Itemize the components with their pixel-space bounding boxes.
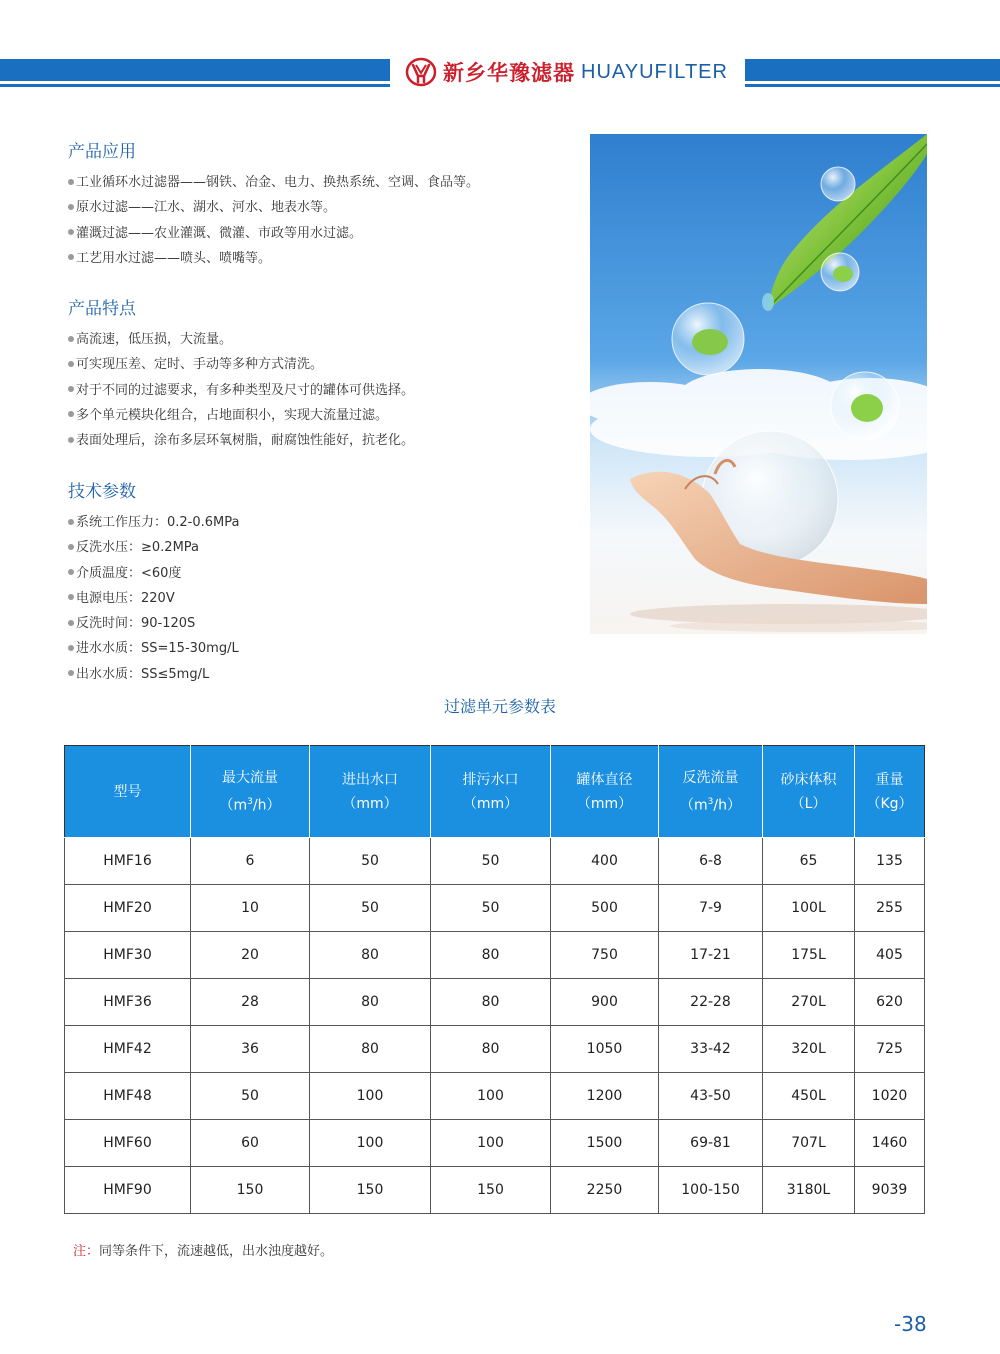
bullet-icon xyxy=(68,179,74,185)
table-row xyxy=(65,1167,925,1214)
brand-logo-icon xyxy=(405,56,437,88)
bullet-icon xyxy=(68,544,74,550)
table-cell: 270L xyxy=(763,979,855,1026)
table-cell: 150 xyxy=(191,1167,310,1214)
header-cell-sand-volume: 砂床体积 （L） xyxy=(763,746,855,838)
features-title: 产品特点 xyxy=(68,299,136,319)
bullet-icon xyxy=(68,437,74,443)
table-cell: HMF60 xyxy=(65,1120,191,1167)
bullet-icon xyxy=(68,204,74,210)
table-row xyxy=(65,1026,925,1073)
list-item: 工业循环水过滤器——钢铁、冶金、电力、换热系统、空调、食品等。 xyxy=(68,170,479,195)
table-title: 过滤单元参数表 xyxy=(443,697,556,716)
brand xyxy=(405,54,728,90)
table-row xyxy=(65,1120,925,1167)
table-cell: 6-8 xyxy=(659,838,763,885)
table-row xyxy=(65,1073,925,1120)
list-item: 可实现压差、定时、手动等多种方式清洗。 xyxy=(68,352,414,377)
hand-bubble-illustration xyxy=(590,134,927,634)
header-cell-model: 型号 xyxy=(65,746,191,838)
bullet-icon xyxy=(68,645,74,651)
tech-list xyxy=(68,510,239,687)
table-cell: 100 xyxy=(431,1120,551,1167)
list-item: 出水水质：SS≤5mg/L xyxy=(68,662,239,687)
table-cell: 50 xyxy=(310,885,431,932)
bullet-icon xyxy=(68,519,74,525)
table-cell: 450L xyxy=(763,1073,855,1120)
list-item: 原水过滤——江水、湖水、河水、地表水等。 xyxy=(68,195,479,220)
header-line-left xyxy=(0,84,390,87)
table-body xyxy=(65,838,925,1214)
table-cell: 80 xyxy=(431,979,551,1026)
table-cell: 150 xyxy=(431,1167,551,1214)
bullet-icon xyxy=(68,670,74,676)
table-cell: HMF30 xyxy=(65,932,191,979)
applications-title: 产品应用 xyxy=(68,142,136,162)
table-cell: 69-81 xyxy=(659,1120,763,1167)
bullet-icon xyxy=(68,361,74,367)
table-cell: 175L xyxy=(763,932,855,979)
table-cell: 100L xyxy=(763,885,855,932)
brand-name-en: HUAYUFILTER xyxy=(581,60,728,83)
applications-list xyxy=(68,170,479,271)
tech-section xyxy=(68,480,239,687)
features-section xyxy=(68,297,414,453)
table-cell: 50 xyxy=(431,885,551,932)
table-cell: 100 xyxy=(310,1120,431,1167)
table-cell: 7-9 xyxy=(659,885,763,932)
table-row xyxy=(65,885,925,932)
table-cell: 10 xyxy=(191,885,310,932)
list-item: 进水水质：SS=15-30mg/L xyxy=(68,636,239,661)
header-cell-inlet: 进出水口 （mm） xyxy=(310,746,431,838)
table-cell: 1020 xyxy=(855,1073,925,1120)
table-cell: 100 xyxy=(431,1073,551,1120)
header-cell-weight: 重量 （Kg） xyxy=(855,746,925,838)
list-item: 系统工作压力：0.2-0.6MPa xyxy=(68,510,239,535)
table-row xyxy=(65,979,925,1026)
bullet-icon xyxy=(68,336,74,342)
header-bar-right xyxy=(745,59,1000,81)
list-item: 表面处理后，涂布多层环氧树脂，耐腐蚀性能好，抗老化。 xyxy=(68,428,414,453)
list-item: 介质温度：<60度 xyxy=(68,561,239,586)
header-cell-drain: 排污水口 （mm） xyxy=(431,746,551,838)
bullet-icon xyxy=(68,229,74,235)
table-cell: 900 xyxy=(551,979,659,1026)
note-text: 同等条件下，流速越低，出水浊度越好。 xyxy=(99,1244,334,1259)
table-cell: HMF20 xyxy=(65,885,191,932)
table-cell: HMF48 xyxy=(65,1073,191,1120)
table-cell: 80 xyxy=(310,932,431,979)
table-cell: 50 xyxy=(191,1073,310,1120)
list-item: 反洗时间：90-120S xyxy=(68,611,239,636)
header-cell-tank-diameter: 罐体直径 （mm） xyxy=(551,746,659,838)
tech-title: 技术参数 xyxy=(68,482,136,502)
bullet-icon xyxy=(68,620,74,626)
list-item: 多个单元模块化组合，占地面积小，实现大流量过滤。 xyxy=(68,403,414,428)
table-header-row xyxy=(65,746,925,838)
list-item: 反洗水压：≥0.2MPa xyxy=(68,535,239,560)
table-row xyxy=(65,838,925,885)
table-cell: 9039 xyxy=(855,1167,925,1214)
table-cell: 1200 xyxy=(551,1073,659,1120)
table-cell: HMF16 xyxy=(65,838,191,885)
table-cell: 65 xyxy=(763,838,855,885)
table-cell: 20 xyxy=(191,932,310,979)
table-cell: 100 xyxy=(310,1073,431,1120)
header-line-right xyxy=(745,84,1000,87)
table-cell: 255 xyxy=(855,885,925,932)
table-cell: 405 xyxy=(855,932,925,979)
table-cell: HMF42 xyxy=(65,1026,191,1073)
table-cell: 750 xyxy=(551,932,659,979)
bullet-icon xyxy=(68,386,74,392)
header-cell-max-flow: 最大流量 $(m^3/h)$ xyxy=(191,746,310,838)
table-cell: 43-50 xyxy=(659,1073,763,1120)
note-label: 注： xyxy=(73,1244,100,1259)
list-item: 电源电压：220V xyxy=(68,586,239,611)
table-cell: 725 xyxy=(855,1026,925,1073)
bullet-icon xyxy=(68,569,74,575)
table-cell: HMF36 xyxy=(65,979,191,1026)
bullet-icon xyxy=(68,594,74,600)
table-cell: 620 xyxy=(855,979,925,1026)
header-bar-left xyxy=(0,59,390,81)
table-cell: 17-21 xyxy=(659,932,763,979)
bullet-icon xyxy=(68,254,74,260)
table-cell: 80 xyxy=(431,932,551,979)
table-cell: 22-28 xyxy=(659,979,763,1026)
table-cell: 80 xyxy=(431,1026,551,1073)
table-cell: 33-42 xyxy=(659,1026,763,1073)
note xyxy=(73,1240,333,1259)
table-cell: 6 xyxy=(191,838,310,885)
table-cell: 36 xyxy=(191,1026,310,1073)
table-cell: 500 xyxy=(551,885,659,932)
table-cell: HMF90 xyxy=(65,1167,191,1214)
table-cell: 80 xyxy=(310,979,431,1026)
list-item: 灌溉过滤——农业灌溉、微灌、市政等用水过滤。 xyxy=(68,221,479,246)
table-cell: 1500 xyxy=(551,1120,659,1167)
brand-name-cn: 新乡华豫滤器 xyxy=(443,61,575,85)
list-item: 高流速，低压损，大流量。 xyxy=(68,327,414,352)
params-table xyxy=(64,745,925,1214)
table-cell: 150 xyxy=(310,1167,431,1214)
table-cell: 50 xyxy=(310,838,431,885)
page-number: -38 xyxy=(894,1312,927,1336)
table-cell: 50 xyxy=(431,838,551,885)
applications-section xyxy=(68,140,479,271)
table-cell: 320L xyxy=(763,1026,855,1073)
table-cell: 1460 xyxy=(855,1120,925,1167)
table-cell: 80 xyxy=(310,1026,431,1073)
table-cell: 100-150 xyxy=(659,1167,763,1214)
product-photo xyxy=(590,134,927,634)
bullet-icon xyxy=(68,411,74,417)
table-cell: 400 xyxy=(551,838,659,885)
table-cell: 2250 xyxy=(551,1167,659,1214)
features-list xyxy=(68,327,414,453)
table-cell: 3180L xyxy=(763,1167,855,1214)
table-cell: 28 xyxy=(191,979,310,1026)
list-item: 对于不同的过滤要求，有多种类型及尺寸的罐体可供选择。 xyxy=(68,378,414,403)
table-cell: 1050 xyxy=(551,1026,659,1073)
table-cell: 707L xyxy=(763,1120,855,1167)
list-item: 工艺用水过滤——喷头、喷嘴等。 xyxy=(68,246,479,271)
table-cell: 60 xyxy=(191,1120,310,1167)
header-cell-backwash-flow: 反洗流量 $(m^3/h)$ xyxy=(659,746,763,838)
table-cell: 135 xyxy=(855,838,925,885)
table-row xyxy=(65,932,925,979)
